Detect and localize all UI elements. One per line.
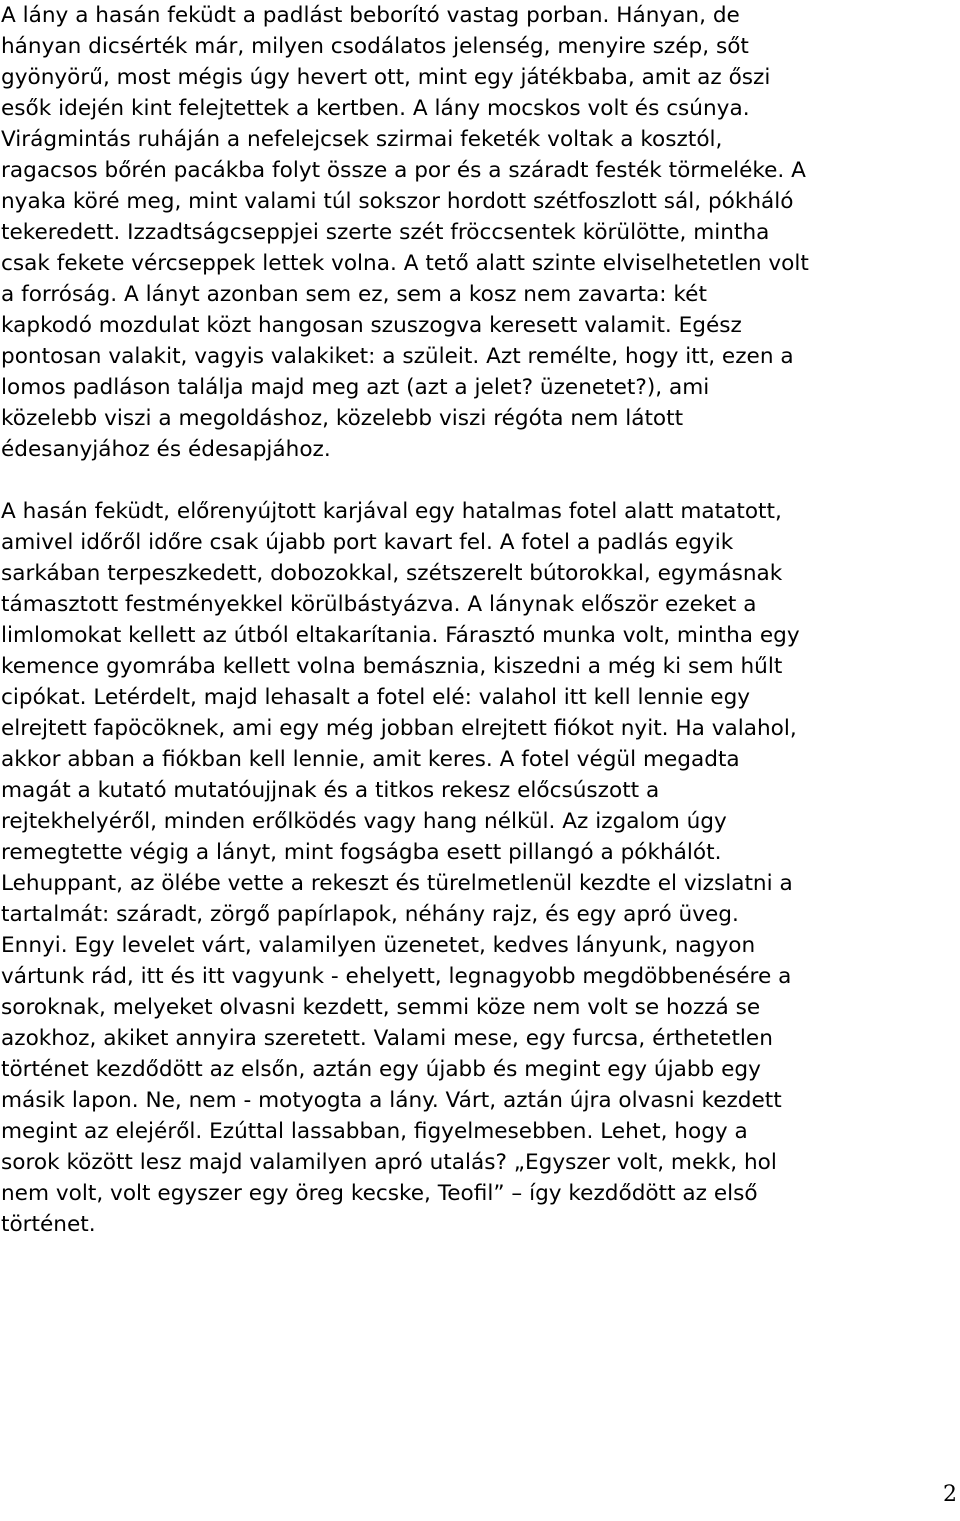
text-line: közelebb viszi a megoldáshoz, közelebb viszi régóta nem látott: [1, 406, 684, 431]
text-line: akkor abban a fiókban kell lennie, amit keres. A fotel végül megadta: [1, 747, 740, 772]
text-line: A lány a hasán feküdt a padlást beborító vastag porban. Hányan, de: [1, 3, 740, 28]
text-line: kemence gyomrába kellett volna bemásznia, kiszedni a még ki sem hűlt: [1, 654, 783, 679]
text-line: remegtette végig a lányt, mint fogságba esett pillangó a pókhálót.: [1, 840, 722, 865]
text-line: csak fekete vércseppek lettek volna. A tető alatt szinte elviselhetetlen volt: [1, 251, 809, 276]
text-line: ragacsos bőrén pacákba folyt össze a por és a száradt festék törmeléke. A: [1, 158, 806, 183]
text-line: cipókat. Letérdelt, majd lehasalt a fotel elé: valahol itt kell lennie egy: [1, 685, 751, 710]
text-line: tartalmát: száradt, zörgő papírlapok, néhány rajz, és egy apró üveg.: [1, 902, 739, 927]
text-line: a forróság. A lányt azonban sem ez, sem a kosz nem zavarta: két: [1, 282, 707, 307]
text-line: sorok között lesz majd valamilyen apró utalás? „Egyszer volt, mekk, hol: [1, 1150, 777, 1175]
text-line: pontosan valakit, vagyis valakiket: a szüleit. Azt remélte, hogy itt, ezen a: [1, 344, 794, 369]
text-line: édesanyjához és édesapjához.: [1, 437, 331, 462]
text-line: A hasán feküdt, előrenyújtott karjával egy hatalmas fotel alatt matatott,: [1, 499, 782, 524]
text-line: Lehuppant, az ölébe vette a rekeszt és türelmetlenül kezdte el vizslatni a: [1, 871, 793, 896]
body-text: [1, 0, 957, 1240]
text-line: soroknak, melyeket olvasni kezdett, semmi köze nem volt se hozzá se: [1, 995, 761, 1020]
text-line: történet kezdődött az elsőn, aztán egy újabb és megint egy újabb egy: [1, 1057, 761, 1082]
text-line: elrejtett fapöcöknek, ami egy még jobban elrejtett fiókot nyit. Ha valahol,: [1, 716, 797, 741]
text-line: tekeredett. Izzadtságcseppjei szerte szét fröccsentek körülötte, mintha: [1, 220, 770, 245]
text-line: rejtekhelyéről, minden erőlködés vagy hang nélkül. Az izgalom úgy: [1, 809, 727, 834]
text-line: lomos padláson találja majd meg azt (azt a jelet? üzenetet?), ami: [1, 375, 710, 400]
text-line: vártunk rád, itt és itt vagyunk - ehelyett, legnagyobb megdöbbenésére a: [1, 964, 792, 989]
paragraph-1: [1, 0, 957, 465]
text-line: esők idején kint felejtettek a kertben. A lány mocskos volt és csúnya.: [1, 96, 750, 121]
text-line: limlomokat kellett az útból eltakarítania. Fárasztó munka volt, mintha egy: [1, 623, 800, 648]
text-line: hányan dicsérték már, milyen csodálatos jelenség, menyire szép, sőt: [1, 34, 749, 59]
text-line: Virágmintás ruháján a nefelejcsek szirmai feketék voltak a kosztól,: [1, 127, 723, 152]
text-line: gyönyörű, most mégis úgy hevert ott, mint egy játékbaba, amit az őszi: [1, 65, 771, 90]
text-line: kapkodó mozdulat közt hangosan szuszogva keresett valamit. Egész: [1, 313, 742, 338]
text-line: másik lapon. Ne, nem - motyogta a lány. Várt, aztán újra olvasni kezdett: [1, 1088, 782, 1113]
text-line: magát a kutató mutatóujjnak és a titkos rekesz előcsúszott a: [1, 778, 660, 803]
text-line: Ennyi. Egy levelet várt, valamilyen üzenetet, kedves lányunk, nagyon: [1, 933, 756, 958]
text-line: sarkában terpeszkedett, dobozokkal, szétszerelt bútorokkal, egymásnak: [1, 561, 783, 586]
text-line: történet.: [1, 1212, 96, 1237]
text-line: megint az elejéről. Ezúttal lassabban, figyelmesebben. Lehet, hogy a: [1, 1119, 748, 1144]
text-line: amivel időről időre csak újabb port kavart fel. A fotel a padlás egyik: [1, 530, 734, 555]
text-line: azokhoz, akiket annyira szeretett. Valami mese, egy furcsa, érthetetlen: [1, 1026, 773, 1051]
paragraph-2: [1, 496, 957, 1240]
text-line: nem volt, volt egyszer egy öreg kecske, Teofil” – így kezdődött az első: [1, 1181, 758, 1206]
page-number: 2: [943, 1482, 957, 1507]
text-line: nyaka köré meg, mint valami túl sokszor hordott szétfoszlott sál, pókháló: [1, 189, 794, 214]
text-line: támasztott festményekkel körülbástyázva. A lánynak először ezeket a: [1, 592, 757, 617]
